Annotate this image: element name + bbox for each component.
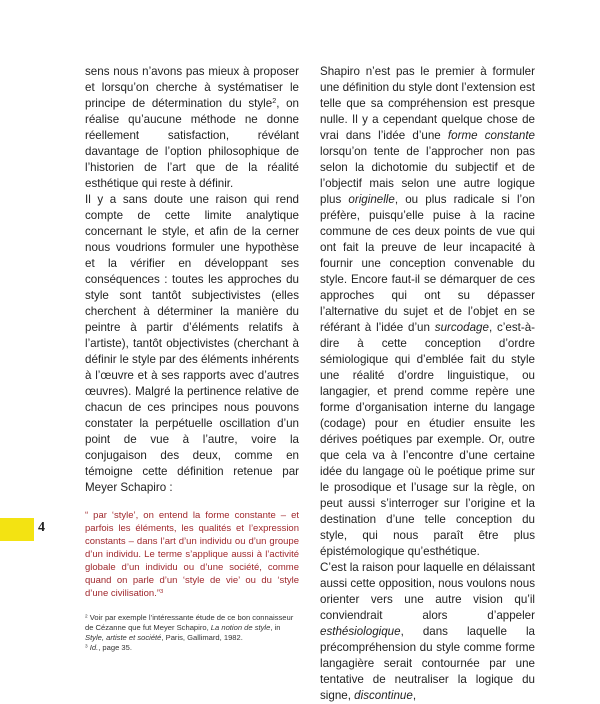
page-number-tab [0, 518, 34, 541]
left-column [85, 64, 299, 653]
paragraph-3: Shapiro n’est pas le premier à formuler une définition du style dont l’extension est telle que sa compréhension est presque nulle. Il y a cependant quelque chose de vrai dans l’idée d’une forme constante lorsqu’on tente de l’approcher non pas selon la dichotomie du subjectif et de l’objectif mais selon une autre logique plus originelle, ou plus radicale si l’on préfère, puisqu’elle puise à la racine commune de ces deux points de vue qui ont fait la preuve de leur incapacité à fournir une conception convenable du style. Encore faut-il se démarquer de ces approches qui ont su dépasser l’alternative du sujet et de l’objet en se référant à l’idée d’un surcodage, c’est-à-dire à cette conception d’ordre sémiologique qui d’emblée fait du style une réalité d’ordre linguistique, ou langagier, et prend comme repère une forme d’organisation interne du langage (codage) pour en étudier ensuite les dérives poétiques par exemple. Or, outre que cela va à l’encontre d’une certaine idée du langage où le poétique prime sur le prosodique et l’usage sur la règle, on peut aussi s’interroger sur l’origine et la destination d’une telle conception du style, qui nous paraît être plus épistémologique qu’esthétique. [320, 65, 536, 558]
schapiro-quote: “ par ‘style’, on entend la forme constante – et parfois les éléments, les qualités et l’expression constants – dans l’art d’un individu ou d’un groupe d’un individu. Le terme s’applique aussi à l’activité globale d’un individu ou d’une société, comme quand on parle d’un ‘style de vie’ ou du ‘style d’une civilisation.”$^3$ [85, 510, 299, 599]
footnote-3: $^3$ Id., page 35. [85, 643, 132, 652]
footnote-ref-2: 2 [272, 96, 277, 106]
paragraph-1: sens nous n’avons pas mieux à proposer et lorsqu’on cherche à systématiser le principe de détermination du style$^2$, on réalise qu’aucune méthode ne donne réellement satisfaction, révélant davantage de l’option philosophique de l’historien de l’art que de la réalité esthétique qui reste à définir. [85, 65, 299, 190]
paragraph-4: C’est la raison pour laquelle en délaissant aussi cette opposition, nous voulons nous orienter vers une autre vision qu’il conviendrait alors d’appeler esthésiologique, dans laquelle la précompréhension du style comme forme langagière serait contournée par une tentative de neutraliser la logique du signe, discontinue, [320, 561, 535, 702]
page-number: 4 [38, 520, 45, 535]
footnotes [85, 613, 299, 653]
right-column [320, 64, 535, 704]
footnote-ref-3: 3 [159, 588, 164, 595]
footnote-2: $^2$ Voir par exemple l’intéressante étude de ce bon connaisseur de Cézanne que fut Meyer Schapiro, La notion de style, in Style, artiste et société, Paris, Gallimard, 1982. [85, 613, 294, 642]
paragraph-2: Il y a sans doute une raison qui rend compte de cette limite analytique concernant le style, et afin de la cerner nous voudrions formuler une hypothèse et la vérifier en développant ses conséquences : toutes les approches du style sont tantôt subjectivistes (elles cherchent à déterminer la manière du peintre à partir d’éléments relatifs à l’artiste), tantôt objectivistes (cherchant à définir le style par des éléments inhérents à l’œuvre et à ses rapports avec d’autres œuvres). Malgré la pertinence relative de chacun de ces principes nous pouvons constater la perpétuelle oscillation d’un point de vue à l’autre, voire la conjugaison des deux, comme en témoigne cette définition retenue par Meyer Schapiro : [85, 193, 299, 494]
